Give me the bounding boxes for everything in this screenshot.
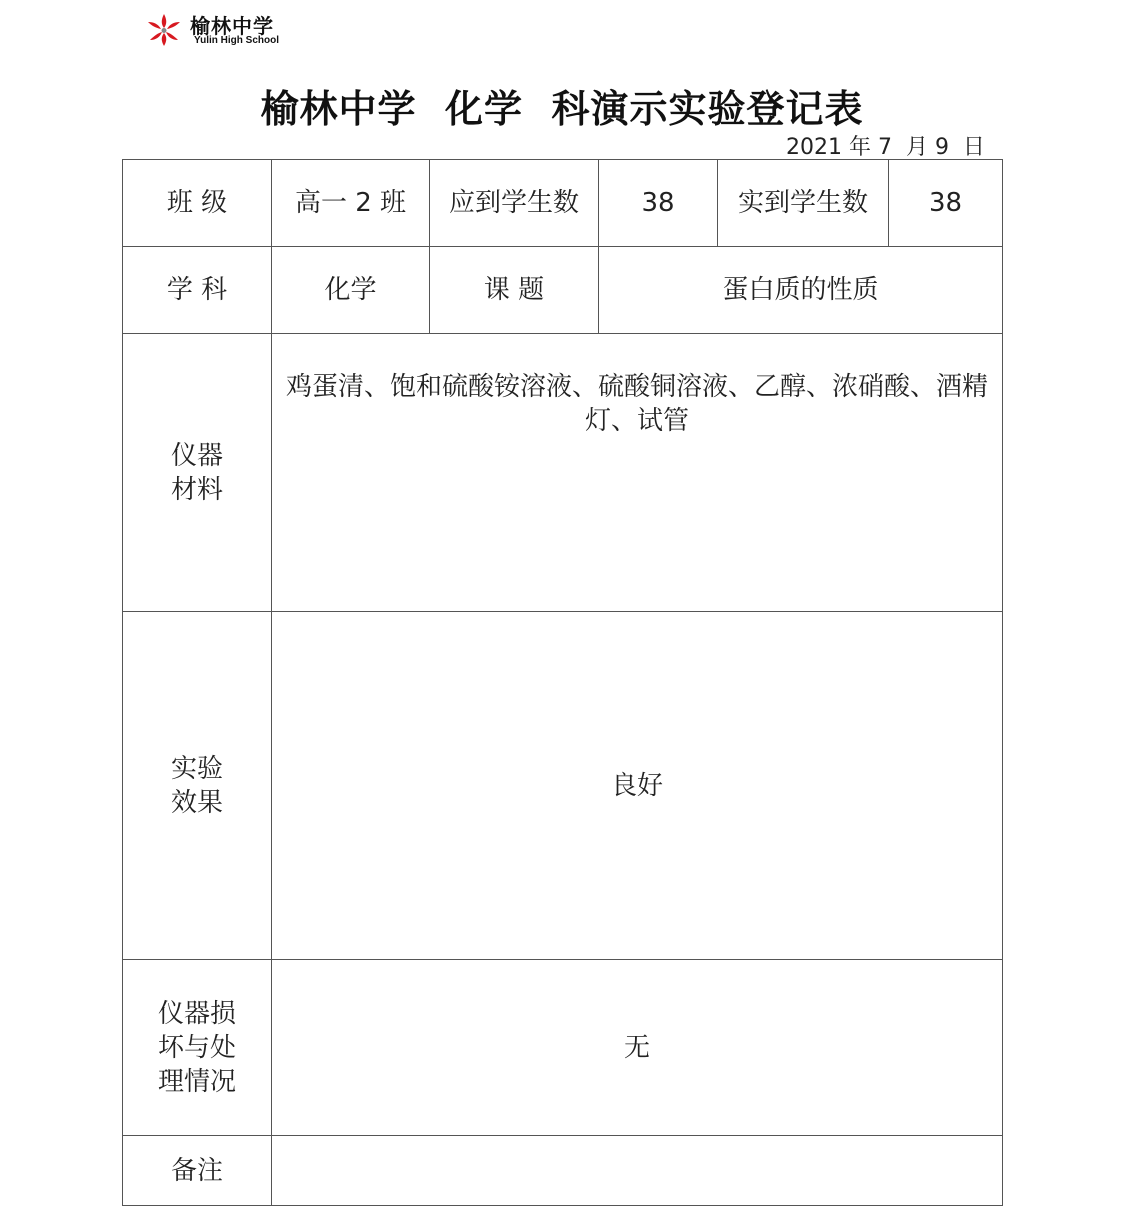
damage-label: 仪器损 坏与处 理情况 xyxy=(123,960,272,1136)
table-row-damage xyxy=(123,960,1003,1136)
logo-english-text: Yulin High School xyxy=(194,35,279,46)
page-title: 榆林中学 化学 科演示实验登记表 xyxy=(260,87,864,131)
remarks-value xyxy=(272,1136,1003,1206)
materials-label: 仪器 材料 xyxy=(123,334,272,612)
school-logo xyxy=(144,8,304,48)
topic-label: 课 题 xyxy=(430,247,599,334)
school-emblem-icon xyxy=(144,12,184,48)
table-row-remarks xyxy=(123,1136,1003,1206)
expected-students-value: 38 xyxy=(599,160,718,247)
logo-chinese-text: 榆林中学 xyxy=(190,14,274,38)
effect-value: 良好 xyxy=(272,612,1003,960)
class-label: 班 级 xyxy=(123,160,272,247)
expected-students-label: 应到学生数 xyxy=(430,160,599,247)
actual-students-value: 38 xyxy=(889,160,1003,247)
table-row-subject xyxy=(123,247,1003,334)
subject-value: 化学 xyxy=(272,247,430,334)
remarks-label: 备注 xyxy=(123,1136,272,1206)
experiment-register-table xyxy=(122,159,1003,1206)
record-date: 2021 年 7 月 9 日 xyxy=(786,135,985,160)
damage-value: 无 xyxy=(272,960,1003,1136)
class-value: 高一 2 班 xyxy=(272,160,430,247)
table-row-class xyxy=(123,160,1003,247)
topic-value: 蛋白质的性质 xyxy=(599,247,1003,334)
table-row-effect xyxy=(123,612,1003,960)
materials-value: 鸡蛋清、饱和硫酸铵溶液、硫酸铜溶液、乙醇、浓硝酸、酒精灯、试管 xyxy=(272,334,1003,612)
table-row-materials xyxy=(123,334,1003,612)
actual-students-label: 实到学生数 xyxy=(718,160,889,247)
effect-label: 实验 效果 xyxy=(123,612,272,960)
subject-label: 学 科 xyxy=(123,247,272,334)
